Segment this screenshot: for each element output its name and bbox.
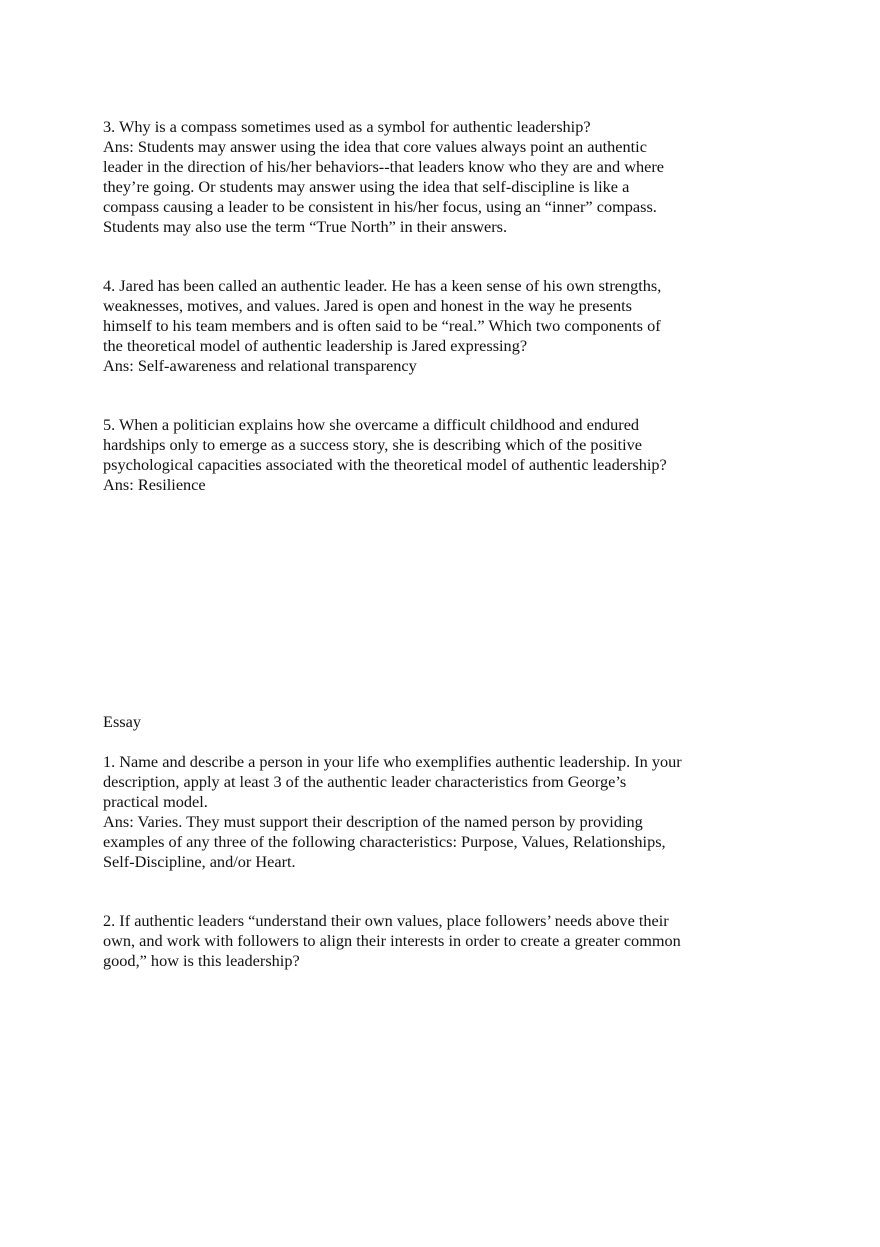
essay-question-1-line: 1. Name and describe a person in your life who exemplifies authentic leadership. In your <box>103 752 682 771</box>
question-3-line: compass causing a leader to be consistent in his/her focus, using an “inner” compass. <box>103 197 657 216</box>
question-3 <box>103 117 743 237</box>
essay-heading <box>103 712 743 732</box>
question-4-line: the theoretical model of authentic leadership is Jared expressing? <box>103 336 528 355</box>
question-3-line: Ans: Students may answer using the idea that core values always point an authentic <box>103 137 647 156</box>
question-3-line: leader in the direction of his/her behaviors--that leaders know who they are and where <box>103 157 665 176</box>
question-3-line: 3. Why is a compass sometimes used as a symbol for authentic leadership? <box>103 117 591 136</box>
question-4-line: Ans: Self-awareness and relational transparency <box>103 356 417 375</box>
essay-question-1-line: Self-Discipline, and/or Heart. <box>103 852 296 871</box>
question-5-line: 5. When a politician explains how she overcame a difficult childhood and endured <box>103 415 640 434</box>
essay-question-1-line: Ans: Varies. They must support their description of the named person by providing <box>103 812 643 831</box>
question-4-line: weaknesses, motives, and values. Jared is open and honest in the way he presents <box>103 296 633 315</box>
question-5 <box>103 415 743 495</box>
question-4 <box>103 276 743 376</box>
essay-question-1-line: practical model. <box>103 792 208 811</box>
essay-question-1-line: examples of any three of the following characteristics: Purpose, Values, Relationships, <box>103 832 666 851</box>
essay-heading-text: Essay <box>103 712 141 731</box>
question-3-line: they’re going. Or students may answer using the idea that self-discipline is like a <box>103 177 630 196</box>
essay-question-2-line: good,” how is this leadership? <box>103 951 300 970</box>
essay-question-2 <box>103 911 743 971</box>
essay-question-1 <box>103 752 743 872</box>
question-3-line: Students may also use the term “True North” in their answers. <box>103 217 508 236</box>
essay-question-2-line: own, and work with followers to align their interests in order to create a greater common <box>103 931 681 950</box>
question-4-line: himself to his team members and is often said to be “real.” Which two components of <box>103 316 661 335</box>
essay-question-1-line: description, apply at least 3 of the authentic leader characteristics from George’s <box>103 772 627 791</box>
question-4-line: 4. Jared has been called an authentic leader. He has a keen sense of his own strengths, <box>103 276 662 295</box>
question-5-line: psychological capacities associated with the theoretical model of authentic leadership? <box>103 455 667 474</box>
question-5-line: hardships only to emerge as a success story, she is describing which of the positive <box>103 435 642 454</box>
question-5-line: Ans: Resilience <box>103 475 206 494</box>
essay-question-2-line: 2. If authentic leaders “understand their own values, place followers’ needs above their <box>103 911 669 930</box>
